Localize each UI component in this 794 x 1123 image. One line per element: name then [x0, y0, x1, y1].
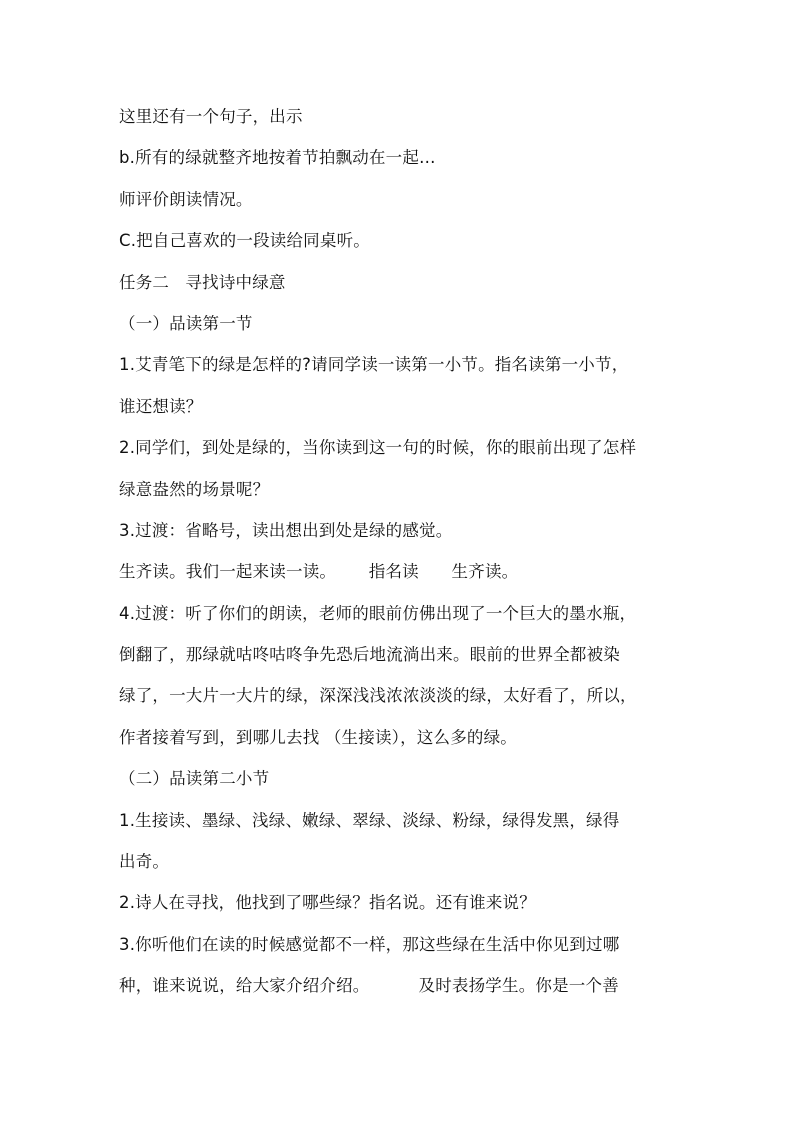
subsection-heading: （二）品读第二小节	[119, 769, 270, 789]
text-line: 1.生接读、墨绿、浅绿、嫩绿、翠绿、淡绿、粉绿，绿得发黑，绿得	[119, 810, 620, 830]
text-line: 绿了，一大片一大片的绿，深深浅浅浓浓淡淡的绿，太好看了，所以，	[119, 686, 637, 706]
text-line: 生齐读。我们一起来读一读。 指名读 生齐读。	[119, 562, 519, 582]
text-line: 谁还想读？	[119, 396, 203, 416]
text-line: C.把自己喜欢的一段读给同桌听。	[119, 231, 370, 251]
document-body	[119, 103, 689, 1014]
text-line: b.所有的绿就整齐地按着节拍飘动在一起…	[119, 148, 436, 168]
text-line: 2.诗人在寻找，他找到了哪些绿？指名说。还有谁来说？	[119, 893, 536, 913]
text-line: 3.你听他们在读的时候感觉都不一样，那这些绿在生活中你见到过哪	[119, 934, 620, 954]
text-line: 3.过渡：省略号，读出想出到处是绿的感觉。	[119, 520, 453, 540]
text-line: 出奇。	[119, 852, 170, 872]
text-line: 种，谁来说说，给大家介绍介绍。 及时表扬学生。你是一个善	[119, 976, 619, 996]
text-line: 师评价朗读情况。	[119, 189, 253, 209]
text-line: 倒翻了，那绿就咕咚咕咚争先恐后地流淌出来。眼前的世界全都被染	[119, 645, 620, 665]
text-line: 4.过渡：听了你们的朗读，老师的眼前仿佛出现了一个巨大的墨水瓶，	[119, 603, 637, 623]
text-line: 这里还有一个句子，出示	[119, 107, 303, 126]
text-line: 2.同学们，到处是绿的，当你读到这一句的时候，你的眼前出现了怎样	[119, 438, 637, 458]
subsection-heading: （一）品读第一节	[119, 313, 253, 333]
text-line: 作者接着写到，到哪儿去找 （生接读），这么多的绿。	[119, 727, 517, 747]
text-line: 绿意盎然的场景呢？	[119, 479, 270, 499]
text-line: 1.艾青笔下的绿是怎样的?请同学读一读第一小节。指名读第一小节，	[119, 355, 629, 375]
section-heading: 任务二 寻找诗中绿意	[119, 272, 286, 292]
